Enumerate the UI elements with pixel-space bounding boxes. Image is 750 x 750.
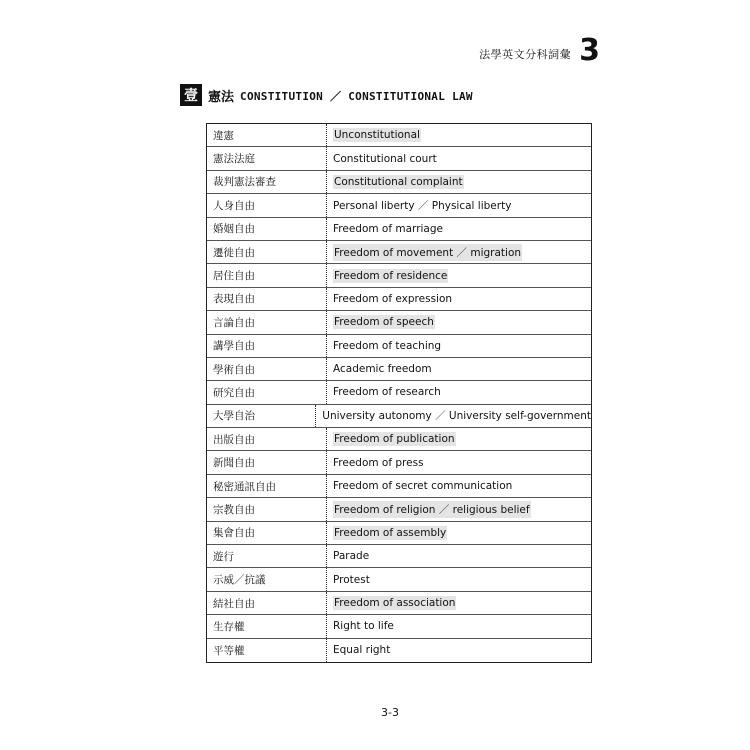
- table-row: [207, 147, 591, 170]
- term-en-cell: [327, 147, 591, 169]
- term-en-cell: [327, 475, 591, 497]
- term-zh: 憲法法庭: [207, 147, 327, 169]
- term-en: Freedom of speech: [334, 316, 434, 329]
- chapter-number: 3: [579, 33, 600, 68]
- table-row: [207, 124, 591, 147]
- term-zh: 遷徙自由: [207, 241, 327, 263]
- term-en: Personal liberty ／ Physical liberty: [333, 199, 512, 212]
- term-en-cell: [327, 218, 591, 240]
- table-row: [207, 475, 591, 498]
- term-en-cell: [327, 241, 591, 263]
- term-zh: 居住自由: [207, 264, 327, 286]
- term-zh: 示威／抗議: [207, 568, 327, 590]
- term-en: Freedom of residence: [334, 269, 448, 282]
- table-row: [207, 405, 591, 428]
- term-zh: 研究自由: [207, 381, 327, 403]
- page-number: 3-3: [381, 706, 399, 719]
- table-row: [207, 311, 591, 334]
- term-zh: 集會自由: [207, 522, 327, 544]
- table-row: [207, 264, 591, 287]
- term-en-cell: [327, 124, 591, 146]
- table-row: [207, 428, 591, 451]
- table-row: [207, 522, 591, 545]
- section-badge: 壹: [180, 84, 202, 106]
- term-en-cell: [327, 288, 591, 310]
- term-zh: 秘密通訊自由: [207, 475, 327, 497]
- term-en: Freedom of research: [333, 386, 441, 399]
- term-en: Freedom of publication: [334, 433, 455, 446]
- table-row: [207, 288, 591, 311]
- term-en-cell: [327, 639, 591, 662]
- term-zh: 結社自由: [207, 592, 327, 614]
- term-en-cell: [327, 592, 591, 614]
- term-en: Constitutional court: [333, 152, 437, 165]
- table-row: [207, 171, 591, 194]
- term-en: Right to life: [333, 620, 394, 633]
- term-en-cell: [327, 194, 591, 216]
- table-row: [207, 218, 591, 241]
- term-en: Freedom of press: [333, 456, 424, 469]
- term-en-cell: [327, 451, 591, 473]
- term-zh: 裁判憲法審查: [207, 171, 327, 193]
- term-en: Freedom of religion ／ religious belief: [333, 501, 531, 518]
- term-zh: 大學自治: [207, 405, 316, 427]
- section-heading: [180, 84, 473, 106]
- term-zh: 婚姻自由: [207, 218, 327, 240]
- term-en: Freedom of marriage: [333, 222, 443, 235]
- term-zh: 宗教自由: [207, 498, 327, 520]
- term-en: Freedom of assembly: [334, 526, 447, 539]
- term-en-cell: [327, 545, 591, 567]
- term-en-cell: [327, 335, 591, 357]
- term-en-cell: [327, 428, 591, 450]
- table-row: [207, 545, 591, 568]
- term-table: [206, 123, 592, 663]
- term-en: Protest: [333, 573, 370, 586]
- term-zh: 言論自由: [207, 311, 327, 333]
- table-row: [207, 358, 591, 381]
- term-zh: 講學自由: [207, 335, 327, 357]
- term-zh: 新聞自由: [207, 451, 327, 473]
- term-en-cell: [327, 311, 591, 333]
- term-en: Freedom of secret communication: [333, 480, 513, 493]
- term-en: Equal right: [333, 644, 391, 657]
- term-en-cell: [327, 358, 591, 380]
- table-row: [207, 335, 591, 358]
- term-en-cell: [327, 522, 591, 544]
- term-en: University autonomy ／ University self-government: [322, 410, 591, 423]
- table-row: [207, 241, 591, 264]
- term-en: Unconstitutional: [334, 129, 420, 142]
- term-en-cell: [316, 405, 591, 427]
- term-zh: 生存權: [207, 615, 327, 637]
- term-en: Parade: [333, 550, 370, 563]
- term-zh: 出版自由: [207, 428, 327, 450]
- term-en-cell: [327, 264, 591, 286]
- term-en: Academic freedom: [333, 363, 432, 376]
- table-row: [207, 568, 591, 591]
- book-title: 法學英文分科詞彙: [479, 47, 572, 61]
- table-row: [207, 592, 591, 615]
- table-row: [207, 381, 591, 404]
- term-en-cell: [327, 568, 591, 590]
- table-row: [207, 194, 591, 217]
- term-zh: 遊行: [207, 545, 327, 567]
- running-header: [479, 34, 600, 68]
- table-row: [207, 498, 591, 521]
- table-row: [207, 615, 591, 638]
- term-en: Freedom of association: [334, 597, 456, 609]
- term-en: Freedom of expression: [333, 292, 453, 305]
- table-row: [207, 451, 591, 474]
- section-title-en: CONSTITUTION ／ CONSTITUTIONAL LAW: [240, 90, 473, 103]
- term-en-cell: [327, 498, 591, 520]
- term-en-cell: [327, 381, 591, 403]
- term-en: Freedom of teaching: [333, 339, 442, 352]
- term-en-cell: [327, 171, 591, 193]
- term-zh: 人身自由: [207, 194, 327, 216]
- term-zh: 違憲: [207, 124, 327, 146]
- table-row: [207, 639, 591, 662]
- term-en-cell: [327, 615, 591, 637]
- term-zh: 表現自由: [207, 288, 327, 310]
- term-en: Freedom of movement ／ migration: [333, 244, 522, 261]
- term-en: Constitutional complaint: [334, 175, 463, 188]
- section-title-zh: 憲法: [208, 89, 235, 105]
- term-zh: 平等權: [207, 639, 327, 662]
- term-zh: 學術自由: [207, 358, 327, 380]
